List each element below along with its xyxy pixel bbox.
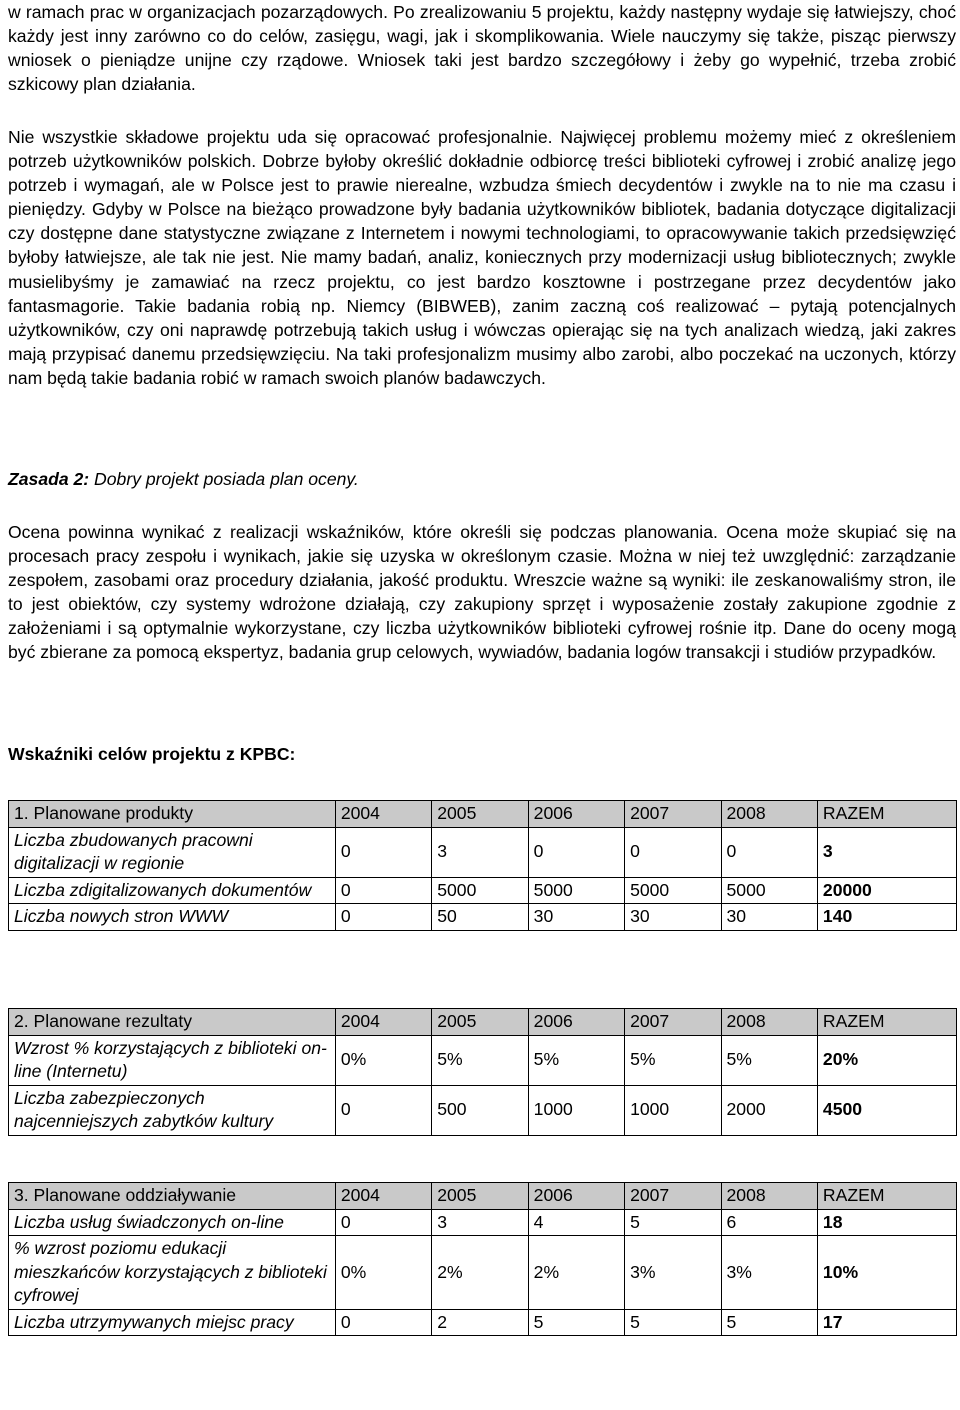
- table-cell: 500: [432, 1085, 528, 1135]
- row-label: Liczba zdigitalizowanych dokumentów: [9, 877, 336, 904]
- row-label: Wzrost % korzystających z biblioteki on-line (Internetu): [9, 1035, 336, 1085]
- row-label: % wzrost poziomu edukacji mieszkańców korzystających z biblioteki cyfrowej: [9, 1236, 336, 1310]
- indicators-table-results: [8, 1008, 957, 1136]
- table-cell: 0: [335, 1209, 431, 1236]
- table-header-cell: RAZEM: [817, 801, 956, 828]
- table-cell: 5: [625, 1309, 721, 1336]
- paragraph-evaluation: Ocena powinna wynikać z realizacji wskaźników, które określi się podczas planowania. Ocena może skupiać się na procesach pracy zespołu i wynikach, jakie się uzyska w określonym czasie. Można w niej też uwzględnić: zarządzanie zespołem, zasobami oraz procedury działania, jakość produktu. Wreszcie ważne są wyniki: ile zeskanowaliśmy stron, ile to jest obiektów, czy systemy wdrożone działają, czy zakupiony sprzęt i wyposażenie zostały zakupione zgodnie z założeniami i są optymalnie wykorzystane, czy liczba użytkowników biblioteki cyfrowej rośnie itp. Dane do oceny mogą być zbierane za pomocą ekspertyz, badania grup celowych, wywiadów, badania logów transakcji i studiów przypadków.: [8, 522, 956, 663]
- table-header-cell: 2006: [528, 1183, 624, 1210]
- table-cell: 3%: [625, 1236, 721, 1310]
- table-cell: 5: [721, 1309, 817, 1336]
- table-total-cell: 10%: [817, 1236, 956, 1310]
- table-header-cell: 2004: [335, 801, 431, 828]
- table-header-cell: RAZEM: [817, 1183, 956, 1210]
- table-header-cell: 2005: [432, 801, 528, 828]
- principle-text: Dobry projekt posiada plan oceny.: [89, 469, 359, 489]
- table-header-cell: 2004: [335, 1009, 431, 1036]
- table-cell: 0: [335, 904, 431, 931]
- row-label: Liczba zabezpieczonych najcenniejszych zabytków kultury: [9, 1085, 336, 1135]
- table-cell: 5%: [432, 1035, 528, 1085]
- table-cell: 0%: [335, 1236, 431, 1310]
- table-cell: 0: [625, 827, 721, 877]
- table-cell: 5: [625, 1209, 721, 1236]
- indicators-table-impact: [8, 1182, 957, 1336]
- table-total-cell: 3: [817, 827, 956, 877]
- table-header-cell: RAZEM: [817, 1009, 956, 1036]
- table-cell: 3: [432, 1209, 528, 1236]
- table-row: [9, 1085, 957, 1135]
- table-cell: 1000: [528, 1085, 624, 1135]
- table-cell: 2000: [721, 1085, 817, 1135]
- table-header-cell: 1. Planowane produkty: [9, 801, 336, 828]
- table-cell: 2: [432, 1309, 528, 1336]
- table-header-cell: 2006: [528, 1009, 624, 1036]
- table-row: [9, 904, 957, 931]
- table-row: [9, 827, 957, 877]
- table-row: [9, 1236, 957, 1310]
- table-header-cell: 2007: [625, 1009, 721, 1036]
- table-cell: 5000: [528, 877, 624, 904]
- table-cell: 0: [528, 827, 624, 877]
- table-header-row: [9, 1183, 957, 1210]
- row-label: Liczba nowych stron WWW: [9, 904, 336, 931]
- table-header-cell: 2008: [721, 801, 817, 828]
- table-cell: 3: [432, 827, 528, 877]
- row-label: Liczba usług świadczonych on-line: [9, 1209, 336, 1236]
- table-total-cell: 140: [817, 904, 956, 931]
- table-cell: 30: [528, 904, 624, 931]
- table-row: [9, 877, 957, 904]
- principle-heading: [8, 467, 359, 491]
- table-header-cell: 3. Planowane oddziaływanie: [9, 1183, 336, 1210]
- table-header-row: [9, 1009, 957, 1036]
- table-cell: 5%: [528, 1035, 624, 1085]
- table-header-cell: 2. Planowane rezultaty: [9, 1009, 336, 1036]
- table-row: [9, 1309, 957, 1336]
- table-cell: 30: [721, 904, 817, 931]
- table-cell: 30: [625, 904, 721, 931]
- table-total-cell: 20%: [817, 1035, 956, 1085]
- table-cell: 0%: [335, 1035, 431, 1085]
- table-cell: 0: [335, 827, 431, 877]
- table-cell: 6: [721, 1209, 817, 1236]
- table-cell: 5000: [432, 877, 528, 904]
- table-header-cell: 2007: [625, 801, 721, 828]
- table-total-cell: 20000: [817, 877, 956, 904]
- table-cell: 50: [432, 904, 528, 931]
- table-total-cell: 4500: [817, 1085, 956, 1135]
- table-total-cell: 17: [817, 1309, 956, 1336]
- table-header-row: [9, 801, 957, 828]
- table-cell: 0: [335, 877, 431, 904]
- table-header-cell: 2006: [528, 801, 624, 828]
- paragraph-user-needs: Nie wszystkie składowe projektu uda się opracować profesjonalnie. Najwięcej problemu możemy mieć z określeniem potrzeb użytkowników polskich. Dobrze byłoby określić dokładnie odbiorcę treści biblioteki cyfrowej i zrobić analizę jego potrzeb i wymagań, ale w Polsce jest to prawie nierealne, wzbudza śmiech decydentów i zwykle na to nie ma czasu i pieniędzy. Gdyby w Polsce na bieżąco prowadzone były badania użytkowników bibliotek, badania dotyczące digitalizacji czy dostępne dane statystyczne związane z Internetem i nowymi technologiami, to opracowywanie takich przedsięwzięć byłoby łatwiejsze, ale tak nie jest. Nie mamy badań, analiz, koniecznych przy modernizacji usług bibliotecznych; zwykle musielibyśmy je zamawiać na rzecz projektu, co jest bardzo kosztowne i postrzegane przez decydentów jako fantasmagorie. Takie badania robią np. Niemcy (BIBWEB), zanim zaczną coś realizować – pytają potencjalnych użytkowników, czy oni naprawdę potrzebują takich usług i wówczas opierając się na tych analizach wiedzą, jaki zakres mają przypisać danemu przedsięwzięciu. Na taki profesjonalizm musimy albo zarobi, albo poczekać na uczonych, którzy nam będą takie badania robić w ramach swoich planów badawczych.: [8, 127, 956, 388]
- table-header-cell: 2005: [432, 1009, 528, 1036]
- table-cell: 2%: [528, 1236, 624, 1310]
- table-header-cell: 2008: [721, 1183, 817, 1210]
- table-total-cell: 18: [817, 1209, 956, 1236]
- paragraph-intro: w ramach prac w organizacjach pozarządowych. Po zrealizowaniu 5 projektu, każdy następny wydaje się łatwiejszy, choć każdy jest inny zarówno co do celów, zasięgu, wagi, jak i skomplikowania. Wiele nauczymy się także, pisząc pierwszy wniosek o pieniądze unijne czy rządowe. Wniosek taki jest bardzo szczegółowy i żeby go wypełnić, trzeba zrobić szkicowy plan działania.: [8, 2, 956, 95]
- table-cell: 2%: [432, 1236, 528, 1310]
- indicators-heading: Wskaźniki celów projektu z KPBC:: [8, 744, 296, 764]
- principle-label: Zasada 2:: [8, 469, 90, 489]
- table-cell: 5: [528, 1309, 624, 1336]
- table-cell: 0: [335, 1085, 431, 1135]
- table-cell: 4: [528, 1209, 624, 1236]
- table-header-cell: 2008: [721, 1009, 817, 1036]
- table-cell: 0: [335, 1309, 431, 1336]
- table-header-cell: 2004: [335, 1183, 431, 1210]
- table-cell: 0: [721, 827, 817, 877]
- table-header-cell: 2007: [625, 1183, 721, 1210]
- table-header-cell: 2005: [432, 1183, 528, 1210]
- table-cell: 1000: [625, 1085, 721, 1135]
- table-cell: 3%: [721, 1236, 817, 1310]
- table-row: [9, 1035, 957, 1085]
- table-cell: 5%: [625, 1035, 721, 1085]
- table-cell: 5000: [721, 877, 817, 904]
- table-cell: 5%: [721, 1035, 817, 1085]
- table-row: [9, 1209, 957, 1236]
- indicators-table-products: [8, 800, 957, 931]
- row-label: Liczba zbudowanych pracowni digitalizacji w regionie: [9, 827, 336, 877]
- table-cell: 5000: [625, 877, 721, 904]
- row-label: Liczba utrzymywanych miejsc pracy: [9, 1309, 336, 1336]
